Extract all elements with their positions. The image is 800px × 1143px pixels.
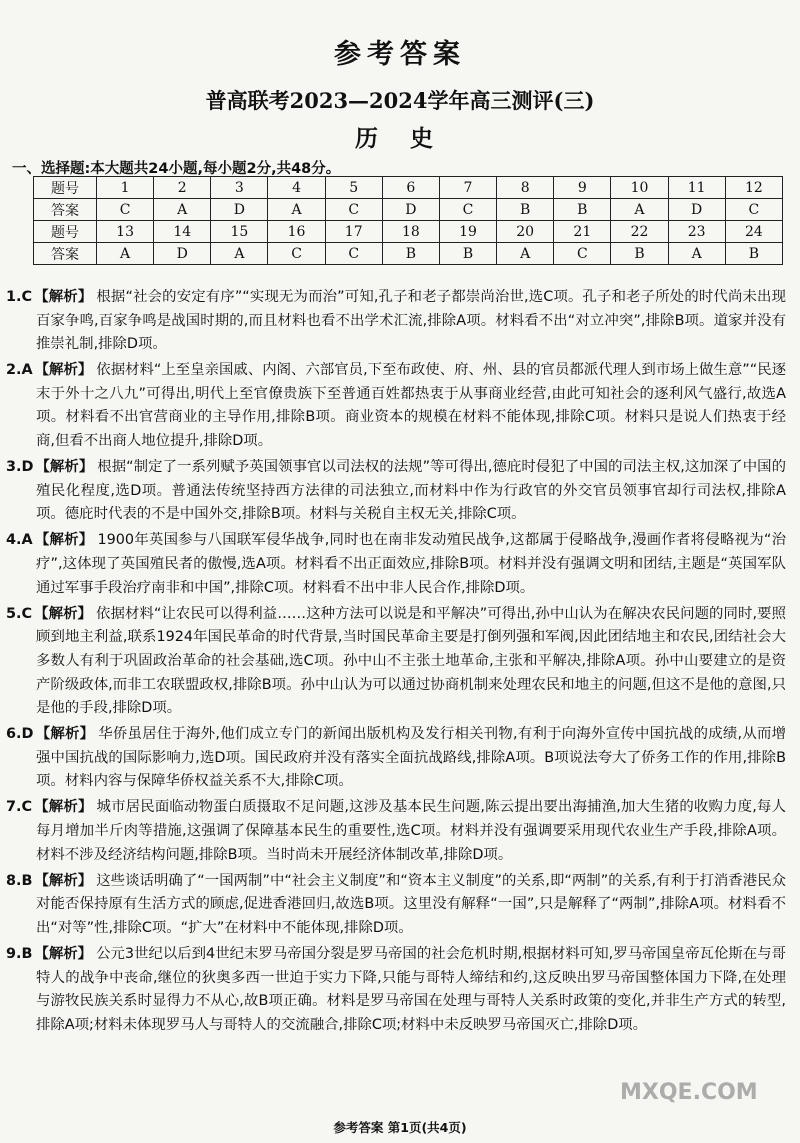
item-number: 2.A: [6, 362, 33, 379]
item-number: 8.B: [6, 872, 33, 889]
table-cell: 1: [97, 177, 154, 199]
table-cell: 14: [154, 221, 211, 243]
table-cell: B: [554, 199, 611, 221]
table-cell: 18: [382, 221, 439, 243]
table-cell: 8: [497, 177, 554, 199]
table-cell: B: [382, 243, 439, 265]
table-cell: 2: [154, 177, 211, 199]
table-row-label: 答案: [34, 243, 97, 265]
table-cell: C: [725, 199, 782, 221]
item-number: 4.A: [6, 532, 33, 549]
table-cell: 21: [554, 221, 611, 243]
list-item: [0, 286, 800, 357]
item-text: 城市居民面临动物蛋白质摄取不足问题,这涉及基本民生问题,陈云提出要出海捕渔,加大生猪的收购力度,每人每月增加半斤肉等措施,这强调了保障基本民生的重要性,选C项。材料并没有强调要采用现代农业生产手段,排除A项。材料不涉及经济结构问题,排除B项。当时尚未开展经济体制改革,排除D项。: [36, 799, 786, 863]
list-item: [0, 796, 800, 867]
table-cell: 23: [668, 221, 725, 243]
table-cell: 6: [382, 177, 439, 199]
item-number: 6.D: [6, 726, 34, 743]
table-cell: 4: [268, 177, 325, 199]
item-text: 根据“社会的安定有序”“实现无为而治”可知,孔子和老子都崇尚治世,选C项。孔子和老子所处的时代尚未出现百家争鸣,百家争鸣是战国时期的,而且材料也看不出学术汇流,排除A项。材料看不出“对立冲突”,排除B项。道家并没有推崇礼制,排除D项。: [36, 289, 786, 353]
item-number: 7.C: [6, 799, 33, 816]
list-item: [0, 943, 800, 1037]
table-cell: 12: [725, 177, 782, 199]
list-item: [0, 723, 800, 794]
table-cell: C: [439, 199, 496, 221]
table-cell: B: [439, 243, 496, 265]
table-cell: A: [211, 243, 268, 265]
table-cell: 13: [97, 221, 154, 243]
table-cell: B: [611, 243, 668, 265]
document-title: 参考答案: [334, 39, 466, 70]
table-cell: A: [497, 243, 554, 265]
item-text: 华侨虽居住于海外,他们成立专门的新闻出版机构及发行相关刊物,有利于向海外宣传中国抗战的成绩,从而增强中国抗战的国际影响力,选D项。国民政府并没有落实全面抗战路线,排除A项。B项说法夸大了侨务工作的作用,排除B项。材料内容与保障华侨权益关系不大,排除C项。: [36, 726, 786, 790]
table-cell: B: [497, 199, 554, 221]
table-row: [34, 243, 783, 265]
analysis-tag: 【解析】: [34, 946, 93, 963]
table-cell: 16: [268, 221, 325, 243]
table-cell: 7: [439, 177, 496, 199]
watermark: MXQE.COM: [620, 1080, 758, 1105]
analysis-tag: 【解析】: [34, 362, 93, 379]
list-item: [0, 456, 800, 527]
analysis-tag: 【解析】: [34, 872, 93, 889]
list-item: [0, 529, 800, 600]
page-footer: 参考答案 第1页(共4页): [333, 1120, 467, 1135]
analysis-tag: 【解析】: [34, 289, 93, 305]
table-cell: 20: [497, 221, 554, 243]
table-cell: B: [725, 243, 782, 265]
table-cell: C: [268, 243, 325, 265]
table-cell: A: [268, 199, 325, 221]
table-cell: 11: [668, 177, 725, 199]
table-cell: 19: [439, 221, 496, 243]
table-row-label: 题号: [34, 177, 97, 199]
item-number: 5.C: [6, 605, 33, 622]
item-text: 1900年英国参与八国联军侵华战争,同时也在南非发动殖民战争,这都属于侵略战争,漫画作者将侵略视为“治疗”,这体现了英国殖民者的傲慢,选A项。材料看不出正面效应,排除B项。材料并没有强调文明和团结,主题是“英国军队通过军事手段治疗南非和中国”,排除C项。材料看不出中非人民合作,排除D项。: [36, 532, 786, 596]
explanation-list: [0, 286, 800, 1040]
table-cell: A: [97, 243, 154, 265]
item-text: 依据材料“让农民可以得利益……这种方法可以说是和平解决”可得出,孙中山认为在解决农民问题的同时,要照顾到地主利益,联系1924年国民革命的时代背景,当时国民革命主要是打倒列强和军阀,因此团结地主和农民,团结社会大多数人有利于巩固政治革命的社会基础,选C项。孙中山不主张土地革命,主张和平解决,排除A项。孙中山要建立的是资产阶级政体,而非工农联盟政权,排除B项。孙中山认为可以通过协商机制来处理农民和地主的问题,但这不是他的意图,只是他的手段,排除D项。: [36, 605, 786, 717]
list-item: [0, 603, 800, 721]
analysis-tag: 【解析】: [34, 605, 93, 622]
table-cell: 22: [611, 221, 668, 243]
table-cell: 17: [325, 221, 382, 243]
table-cell: 3: [211, 177, 268, 199]
table-cell: A: [611, 199, 668, 221]
table-cell: 10: [611, 177, 668, 199]
item-number: 9.B: [6, 946, 33, 963]
table-cell: C: [325, 199, 382, 221]
table-cell: D: [382, 199, 439, 221]
table-cell: 9: [554, 177, 611, 199]
table-cell: 5: [325, 177, 382, 199]
table-cell: A: [154, 199, 211, 221]
item-text: 依据材料“上至皇亲国戚、内阁、六部官员,下至布政使、府、州、县的官员都派代理人到市场上做生意”“民逐末于外十之八九”可得出,明代上至官僚贵族下至普通百姓都热衷于从事商业经营,由此可知社会的逐利风气盛行,故选A项。材料看不出官营商业的主导作用,排除B项。商业资本的规模在材料不能体现,排除C项。材料只是说人们热衷于经商,但看不出商人地位提升,排除D项。: [36, 362, 786, 450]
item-number: 3.D: [6, 459, 34, 476]
table-row-label: 题号: [34, 221, 97, 243]
table-cell: C: [554, 243, 611, 265]
item-text: 这些谈话明确了“一国两制”中“社会主义制度”和“资本主义制度”的关系,即“两制”的关系,有利于打消香港民众对能否保持原有生活方式的顾虑,促进香港回归,故选B项。这里没有解释“一国”,只是解释了“两制”,排除A项。材料看不出“对等”性,排除C项。“扩大”在材料中不能体现,排除D项。: [36, 872, 786, 936]
table-cell: D: [668, 199, 725, 221]
table-cell: 24: [725, 221, 782, 243]
item-text: 根据“制定了一系列赋予英国领事官以司法权的法规”等可得出,德庇时侵犯了中国的司法主权,这加深了中国的殖民化程度,选D项。普通法传统坚持西方法律的司法独立,而材料中作为行政官的外交官员领事官却行司法权,排除A项。德庇时代表的不是中国外交,排除B项。材料与关税自主权无关,排除C项。: [36, 459, 786, 523]
table-cell: C: [97, 199, 154, 221]
analysis-tag: 【解析】: [34, 799, 93, 816]
table-row: [34, 177, 783, 199]
analysis-tag: 【解析】: [34, 532, 94, 549]
exam-title: 普高联考2023—2024学年高三测评(三): [205, 88, 595, 113]
analysis-tag: 【解析】: [35, 726, 95, 743]
list-item: [0, 870, 800, 941]
table-row: [34, 221, 783, 243]
item-number: 1.C: [6, 289, 33, 305]
answer-table: [33, 176, 783, 265]
analysis-tag: 【解析】: [35, 459, 94, 476]
subject-title: 历 史: [354, 125, 445, 152]
table-cell: A: [668, 243, 725, 265]
table-cell: C: [325, 243, 382, 265]
list-item: [0, 359, 800, 453]
section-heading: 一、选择题:本大题共24小题,每小题2分,共48分。: [12, 161, 341, 177]
table-cell: D: [211, 199, 268, 221]
table-row: [34, 199, 783, 221]
item-text: 公元3世纪以后到4世纪末罗马帝国分裂是罗马帝国的社会危机时期,根据材料可知,罗马帝国皇帝瓦伦斯在与哥特人的战争中丧命,继位的狄奥多西一世迫于实力下降,只能与哥特人缔结和约,这反映出罗马帝国整体国力下降,在处理与游牧民族关系时显得力不从心,故B项正确。材料是罗马帝国在处理与哥特人关系时政策的变化,并非生产方式的转型,排除A项;材料未体现罗马人与哥特人的交流融合,排除C项;材料中未反映罗马帝国灭亡,排除D项。: [36, 946, 786, 1033]
table-cell: D: [154, 243, 211, 265]
table-row-label: 答案: [34, 199, 97, 221]
table-cell: 15: [211, 221, 268, 243]
